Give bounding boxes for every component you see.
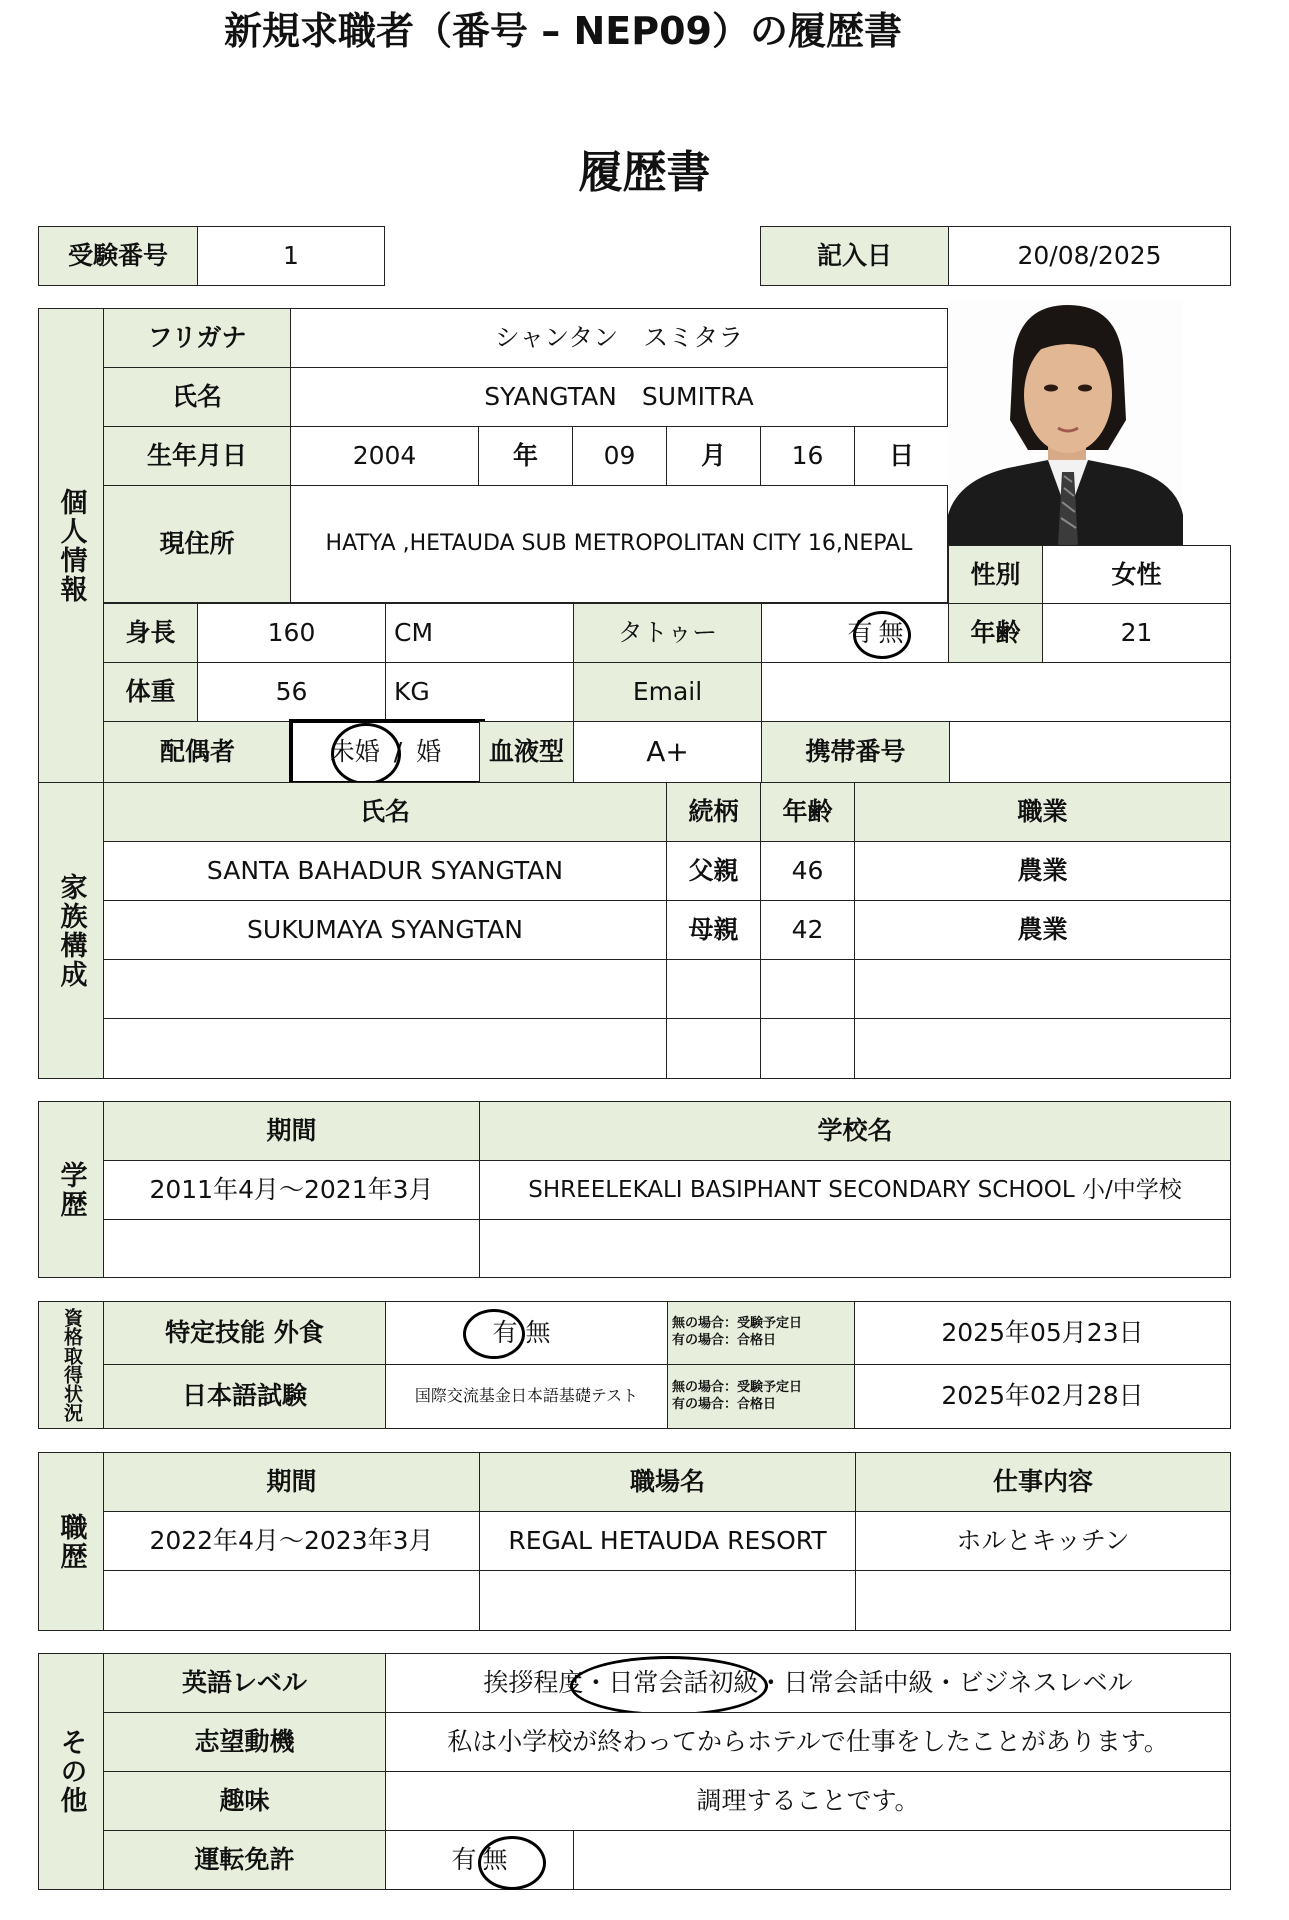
spouse-married: 婚 [416,736,442,766]
family-row-1-job: 農業 [854,841,1231,901]
qualification-row-2-label: 日本語試験 [103,1364,386,1429]
family-col-job: 職業 [854,782,1231,842]
blood-type-value: A+ [573,721,762,783]
education-section: 学歴 [38,1101,104,1278]
height-value: 160 [197,603,386,663]
qualification-row-1-label: 特定技能 外食 [103,1301,386,1365]
qualification-no: 無 [525,1317,551,1347]
weight-unit: KG [385,662,574,722]
family-row-2-relation: 母親 [666,900,761,960]
family-col-age: 年齢 [760,782,855,842]
address-value: HATYA ,HETAUDA SUB METROPOLITAN CITY 16,NEPAL [290,485,948,603]
family-row-3-relation [666,959,761,1019]
english-level-label: 英語レベル [103,1653,386,1713]
weight-label: 体重 [103,662,198,722]
portrait-image [948,300,1183,546]
family-row-1-name: SANTA BAHADUR SYANGTAN [103,841,667,901]
family-row-3-job [854,959,1231,1019]
education-col-school: 学校名 [479,1101,1231,1161]
work-section: 職歴 [38,1452,104,1631]
tattoo-yes: 有 [847,617,873,647]
education-row-1-period: 2011年4月～2021年3月 [103,1160,480,1220]
blood-type-label: 血液型 [479,721,574,783]
education-row-2-school [479,1219,1231,1278]
year-unit: 年 [478,426,573,486]
qualification-section-text: 資格取得状況 [60,1308,83,1422]
work-row-2-period [103,1570,480,1631]
work-row-1-period: 2022年4月～2023年3月 [103,1511,480,1571]
english-level-value: 挨拶程度・日常会話初級・日常会話中級・ビジネスレベル [385,1653,1231,1713]
spouse-value [291,721,480,783]
mobile-value [949,721,1231,783]
gender-label: 性別 [948,545,1043,605]
family-row-2-age: 42 [760,900,855,960]
exam-number-label: 受験番号 [38,226,198,286]
license-blank [573,1830,1231,1890]
other-section: その他 [38,1653,104,1890]
motivation-label: 志望動機 [103,1712,386,1772]
entry-date-value: 20/08/2025 [948,226,1231,286]
license-value [385,1830,574,1890]
month-unit: 月 [666,426,761,486]
dob-month: 09 [572,426,667,486]
qualification-row-1-status [385,1301,668,1365]
family-col-relation: 続柄 [666,782,761,842]
qualification-row-2-note [667,1364,855,1429]
document-title: 履歴書 [578,147,711,198]
family-row-1-age: 46 [760,841,855,901]
tattoo-no: 無 [878,617,904,647]
height-label: 身長 [103,603,198,663]
dob-year: 2004 [290,426,479,486]
spouse-separator: / [393,736,403,766]
motivation-value: 私は小学校が終わってからホテルで仕事をしたことがあります。 [385,1712,1231,1772]
family-col-name: 氏名 [103,782,667,842]
entry-date-label: 記入日 [760,226,949,286]
license-yes: 有 [451,1844,477,1874]
exam-number-value: 1 [197,226,385,286]
email-value [761,662,1231,722]
height-unit: CM [385,603,574,663]
applicant-photo [948,300,1183,546]
qualification-row-1-note [667,1301,855,1365]
family-row-3-age [760,959,855,1019]
qualification-row-1-date: 2025年05月23日 [854,1301,1231,1365]
hobby-value: 調理することです。 [385,1771,1231,1831]
family-row-3-name [103,959,667,1019]
name-value: SYANGTAN SUMITRA [290,367,948,427]
license-label: 運転免許 [103,1830,386,1890]
family-row-4-relation [666,1018,761,1079]
qualification-section [38,1301,104,1429]
qualification-row-2-note-1: 無の場合：受験予定日 [672,1379,803,1395]
family-row-4-job [854,1018,1231,1079]
tattoo-label: タトゥー [573,603,762,663]
education-row-1-school: SHREELEKALI BASIPHANT SECONDARY SCHOOL 小/中学校 [479,1160,1231,1220]
family-section: 家族構成 [38,782,104,1079]
qualification-row-1-note-1: 無の場合：受験予定日 [672,1316,803,1332]
mobile-label: 携帯番号 [761,721,950,783]
personal-info-section: 個人情報 [38,308,104,783]
family-row-2-job: 農業 [854,900,1231,960]
main-title: 新規求職者（番号 – NEP09）の履歴書 [224,9,902,53]
work-row-1-content: ホルとキッチン [855,1511,1231,1571]
tattoo-value [761,603,950,663]
work-col-workplace: 職場名 [479,1452,856,1512]
day-unit: 日 [854,426,949,486]
work-row-1-workplace: REGAL HETAUDA RESORT [479,1511,856,1571]
family-row-4-name [103,1018,667,1079]
family-row-4-age [760,1018,855,1079]
work-col-period: 期間 [103,1452,480,1512]
license-no: 無 [482,1844,508,1874]
name-label: 氏名 [103,367,291,427]
weight-value: 56 [197,662,386,722]
gender-value: 女性 [1042,545,1231,605]
work-row-2-content [855,1570,1231,1631]
email-label: Email [573,662,762,722]
age-value: 21 [1042,603,1231,663]
qualification-row-2-test: 国際交流基金日本語基礎テスト [385,1364,668,1429]
qualification-yes: 有 [492,1317,518,1347]
education-col-period: 期間 [103,1101,480,1161]
family-row-1-relation: 父親 [666,841,761,901]
spouse-unmarried: 未婚 [329,736,380,766]
dob-label: 生年月日 [103,426,291,486]
qualification-row-2-note-2: 有の場合：合格日 [672,1396,777,1412]
work-col-content: 仕事内容 [855,1452,1231,1512]
hobby-label: 趣味 [103,1771,386,1831]
age-label: 年齢 [948,603,1043,663]
dob-day: 16 [760,426,855,486]
qualification-row-1-note-2: 有の場合：合格日 [672,1333,777,1348]
spouse-label: 配偶者 [103,721,292,783]
family-row-2-name: SUKUMAYA SYANGTAN [103,900,667,960]
qualification-row-2-date: 2025年02月28日 [854,1364,1231,1429]
work-row-2-workplace [479,1570,856,1631]
furigana-label: フリガナ [103,308,291,368]
furigana-value: シャンタン スミタラ [290,308,948,368]
address-label: 現住所 [103,485,291,603]
education-row-2-period [103,1219,480,1278]
